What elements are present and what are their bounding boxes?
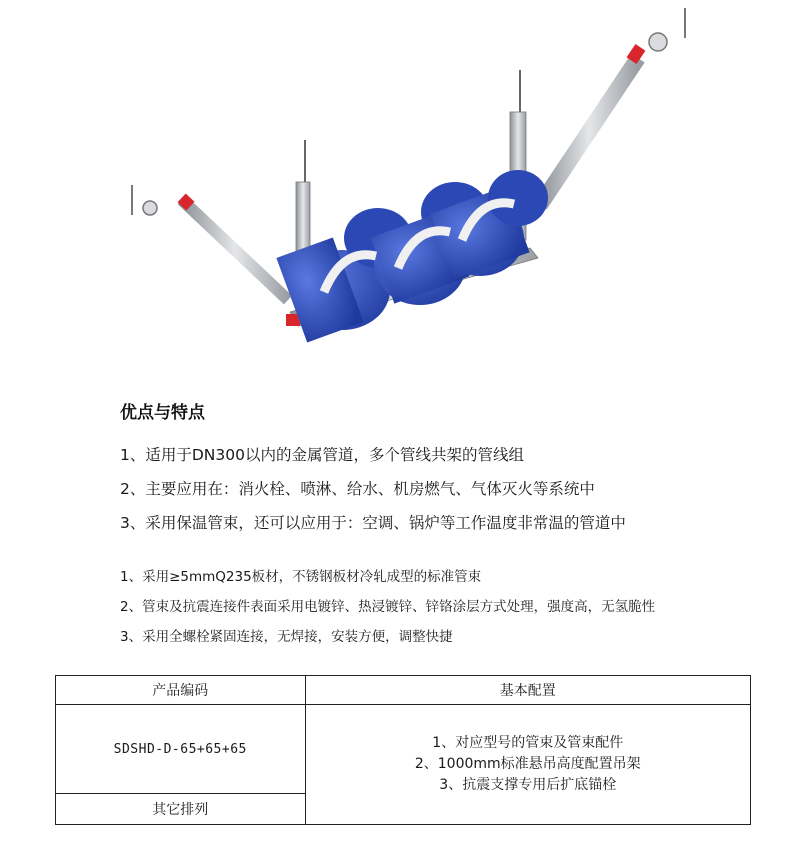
features-list xyxy=(120,438,626,540)
material-item: 3、采用全螺栓紧固连接，无焊接，安装方便，调整快捷 xyxy=(120,629,453,645)
feature-item: 1、适用于DN300以内的金属管道，多个管线共架的管线组 xyxy=(120,446,524,464)
config-cell xyxy=(305,705,750,825)
feature-item: 3、采用保温管束，还可以应用于：空调、锅炉等工作温度非常温的管道中 xyxy=(120,514,626,532)
left-diagonal-brace xyxy=(132,185,288,300)
config-list xyxy=(403,733,653,796)
right-diagonal-brace xyxy=(540,8,685,205)
material-item: 2、管束及抗震连接件表面采用电镀锌、热浸镀锌、锌铬涂层方式处理，强度高，无氢脆性 xyxy=(120,599,656,615)
header-product-code: 产品编码 xyxy=(56,676,306,705)
other-arrangement: 其它排列 xyxy=(56,794,306,825)
materials-list xyxy=(120,562,655,652)
config-item: 1、对应型号的管束及管束配件 xyxy=(432,735,624,751)
config-item: 3、抗震支撑专用后扩底锚栓 xyxy=(439,777,617,793)
feature-item: 2、主要应用在：消火栓、喷淋、给水、机房燃气、气体灭火等系统中 xyxy=(120,480,595,498)
spec-table xyxy=(55,675,751,825)
header-basic-config: 基本配置 xyxy=(305,676,750,705)
seismic-support-illustration xyxy=(110,0,710,360)
material-item: 1、采用≥5mmQ235板材，不锈钢板材冷轧成型的标准管束 xyxy=(120,569,482,585)
pipes xyxy=(276,170,548,343)
product-code: SDSHD-D-65+65+65 xyxy=(56,705,306,794)
config-item: 2、1000mm标准悬吊高度配置吊架 xyxy=(414,756,641,772)
features-title: 优点与特点 xyxy=(120,403,205,423)
